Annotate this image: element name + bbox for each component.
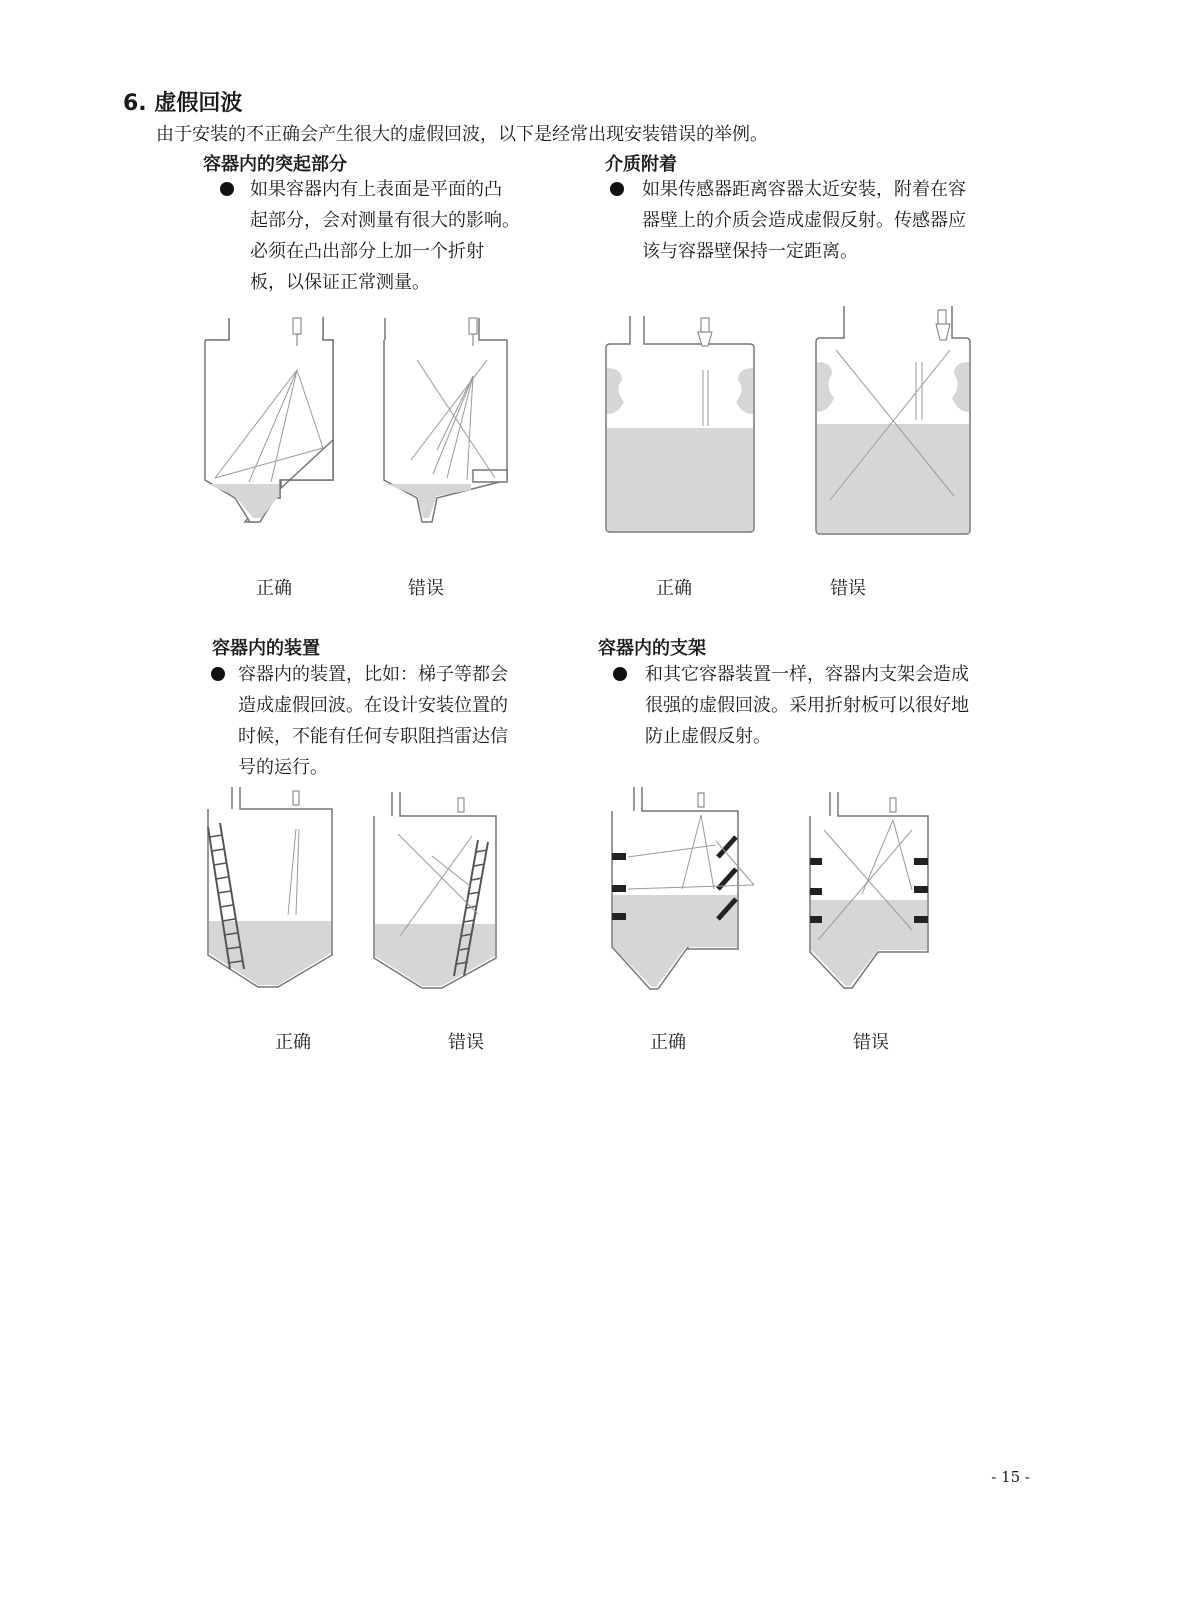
text-line: 必须在凸出部分上加一个折射 xyxy=(250,241,484,262)
caption-correct: 正确 xyxy=(256,578,292,599)
tank-struts-correct-diagram xyxy=(604,785,764,995)
bullet-icon xyxy=(613,667,627,681)
bullet-icon xyxy=(220,182,234,196)
bullet-icon xyxy=(211,667,225,681)
tank-protrusion-wrong-diagram xyxy=(377,310,527,530)
tank-protrusion-correct-diagram xyxy=(195,310,345,530)
heading-protrusions: 容器内的突起部分 xyxy=(203,154,347,175)
heading-buildup: 介质附着 xyxy=(605,154,677,175)
tank-buildup-correct-diagram xyxy=(600,310,760,540)
paragraph-installations xyxy=(238,659,508,783)
text-line: 和其它容器装置一样，容器内支架会造成 xyxy=(645,664,969,685)
text-line: 起部分，会对测量有很大的影响。 xyxy=(250,210,520,231)
caption-correct: 正确 xyxy=(650,1032,686,1053)
paragraph-protrusions xyxy=(250,174,520,298)
heading-struts: 容器内的支架 xyxy=(598,638,706,659)
text-line: 号的运行。 xyxy=(238,757,328,778)
text-line: 器壁上的介质会造成虚假反射。传感器应 xyxy=(642,210,966,231)
caption-wrong: 错误 xyxy=(408,578,444,599)
page-number: - 15 - xyxy=(991,1468,1030,1486)
caption-correct: 正确 xyxy=(656,578,692,599)
paragraph-buildup xyxy=(642,174,966,267)
text-line: 防止虚假反射。 xyxy=(645,726,771,747)
tank-ladder-wrong-diagram xyxy=(368,790,508,1000)
text-line: 板，以保证正常测量。 xyxy=(250,272,430,293)
heading-installations: 容器内的装置 xyxy=(212,638,320,659)
caption-wrong: 错误 xyxy=(830,578,866,599)
tank-ladder-correct-diagram xyxy=(200,785,340,995)
text-line: 容器内的装置，比如：梯子等都会 xyxy=(238,664,508,685)
section-title: 6. 虚假回波 xyxy=(123,91,243,116)
caption-correct: 正确 xyxy=(275,1032,311,1053)
caption-wrong: 错误 xyxy=(853,1032,889,1053)
tank-struts-wrong-diagram xyxy=(802,790,942,1000)
tank-buildup-wrong-diagram xyxy=(810,300,980,540)
text-line: 如果容器内有上表面是平面的凸 xyxy=(250,179,502,200)
text-line: 时候，不能有任何专职阻挡雷达信 xyxy=(238,726,508,747)
text-line: 该与容器壁保持一定距离。 xyxy=(642,241,858,262)
text-line: 造成虚假回波。在设计安装位置的 xyxy=(238,695,508,716)
section-intro: 由于安装的不正确会产生很大的虚假回波，以下是经常出现安装错误的举例。 xyxy=(156,124,768,145)
paragraph-struts xyxy=(645,659,969,752)
bullet-icon xyxy=(610,182,624,196)
caption-wrong: 错误 xyxy=(448,1032,484,1053)
text-line: 如果传感器距离容器太近安装，附着在容 xyxy=(642,179,966,200)
text-line: 很强的虚假回波。采用折射板可以很好地 xyxy=(645,695,969,716)
